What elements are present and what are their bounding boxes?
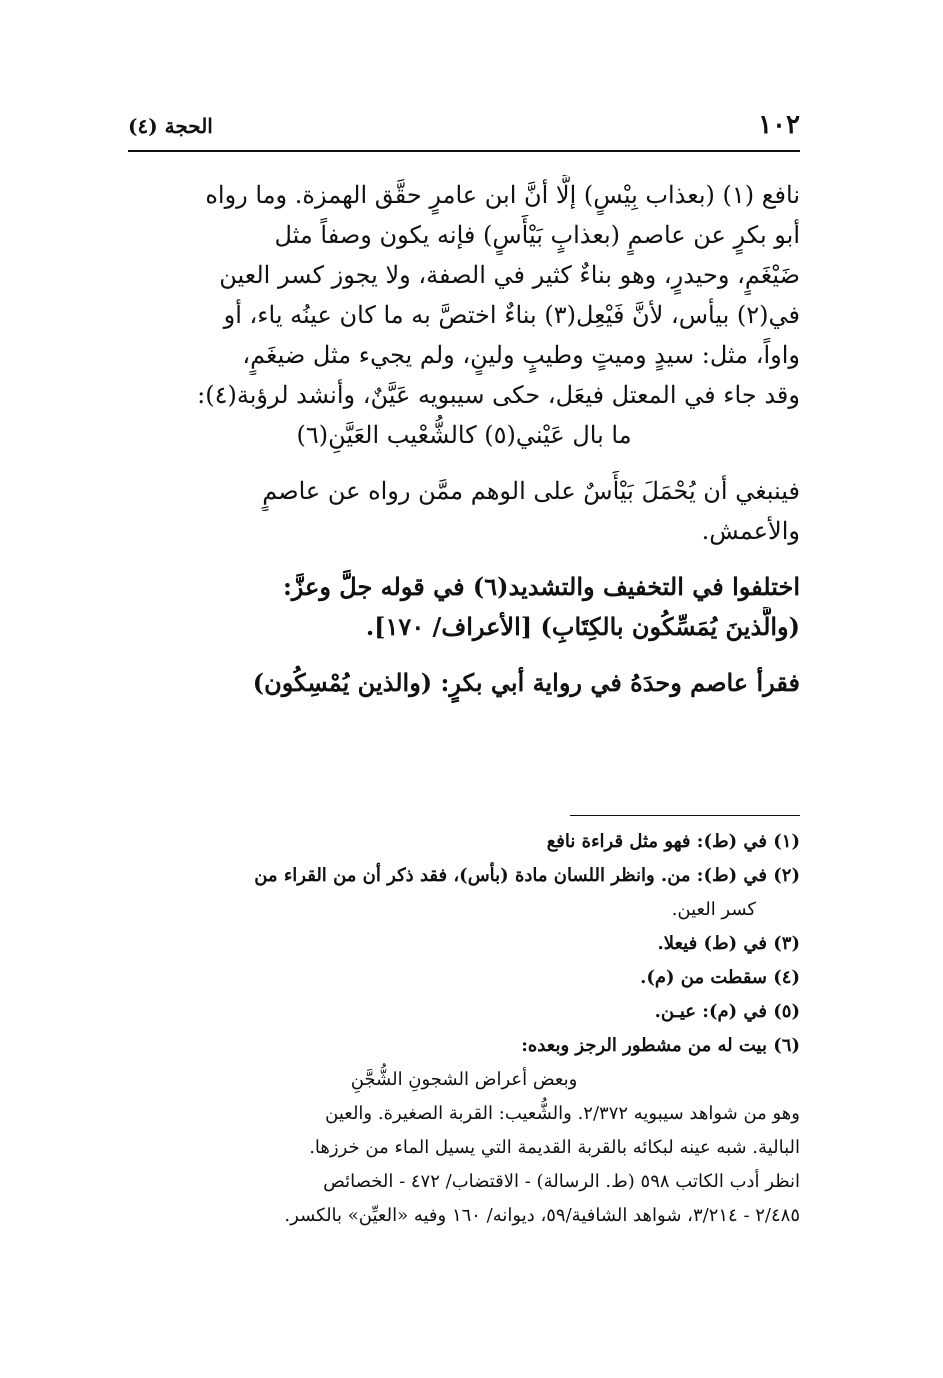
- footnote: (٥) في (م): عيـن.: [654, 1001, 800, 1022]
- page-number: ١٠٢: [758, 110, 800, 140]
- text-line: والأعمش.: [701, 517, 800, 545]
- footnote: (٣) في (ط) فيعلا.: [657, 933, 800, 954]
- footnote-rule: [570, 815, 800, 816]
- main-text: [128, 175, 800, 703]
- page-header: [128, 110, 800, 150]
- text-line: ضَيْغَمٍ، وحيدرٍ، وهو بناءٌ كثير في الصفة، ولا يجوز كسر العين: [219, 261, 800, 289]
- text-line: فينبغي أن يُحْمَلَ بَيْأَسٌ على الوهم ممَّن رواه عن عاصمٍ: [262, 477, 800, 505]
- footnote: (٦) بيت له من مشطور الرجز وبعده:: [521, 1035, 800, 1056]
- running-title: الحجة (٤): [128, 114, 213, 138]
- section-heading: (والَّذينَ يُمَسِّكُون بالكِتَابِ) [الأعراف/ ١٧٠].: [365, 612, 800, 641]
- text-line: أبو بكرٍ عن عاصمٍ (بعذابٍ بَيْأَسٍ) فإنه يكون وصفاً مثل: [274, 221, 800, 249]
- footnote: انظر أدب الكاتب ٥٩٨ (ط. الرسالة) - الاقتضاب/ ٤٧٢ - الخصائص: [323, 1171, 800, 1192]
- footnote: (٢) في (ط): من. وانظر اللسان مادة (بأس)، فقد ذكر أن من القراء من: [254, 865, 800, 886]
- footnote: ٢/٤٨٥ - ٣/٢١٤، شواهد الشافية/٥٩، ديوانه/ ١٦٠ وفيه «العيِّن» بالكسر.: [284, 1205, 800, 1226]
- footnote: (١) في (ط): فهو مثل قراءة نافع: [546, 831, 800, 852]
- footnotes: [128, 825, 800, 1233]
- footnote: (٤) سقطت من (م).: [640, 967, 800, 988]
- section-heading: اختلفوا في التخفيف والتشديد(٦) في قوله جلَّ وعزَّ:: [282, 572, 800, 601]
- footnote: كسر العين.: [671, 899, 756, 920]
- text-line: واواً، مثل: سيدٍ وميتٍ وطيبٍ ولينٍ، ولم يجيء مثل ضيغَمٍ،: [242, 341, 800, 369]
- verse-line: ما بال عَيْني(٥) كالشُّعْيب العَيَّنِ(٦): [296, 421, 632, 449]
- footnote: وهو من شواهد سيبويه ٢/٣٧٢. والشُّعيب: القربة الصغيرة. والعين: [325, 1103, 800, 1124]
- header-rule: [128, 150, 800, 152]
- footnote: البالية. شبه عينه لبكائه بالقربة القديمة التي يسيل الماء من خرزها.: [309, 1137, 800, 1158]
- text-line: وقد جاء في المعتل فيعَل، حكى سيبويه عَيَّنٌ، وأنشد لرؤبة(٤):: [197, 381, 800, 409]
- footnote-verse: وبعض أعراض الشجونِ الشُّجَّنِ: [350, 1069, 578, 1090]
- text-line: نافع (١) (بعذاب بِيْسٍ) إلَّا أنَّ ابن عامرٍ حقَّق الهمزة. وما رواه: [205, 181, 800, 209]
- text-line: في(٢) بيأس، لأنَّ فَيْعِل(٣) بناءٌ اختصَّ به ما كان عينُه ياء، أو: [223, 301, 800, 329]
- text-line: فقرأ عاصم وحدَهُ في رواية أبي بكرٍ: (والذين يُمْسِكُون): [252, 668, 800, 697]
